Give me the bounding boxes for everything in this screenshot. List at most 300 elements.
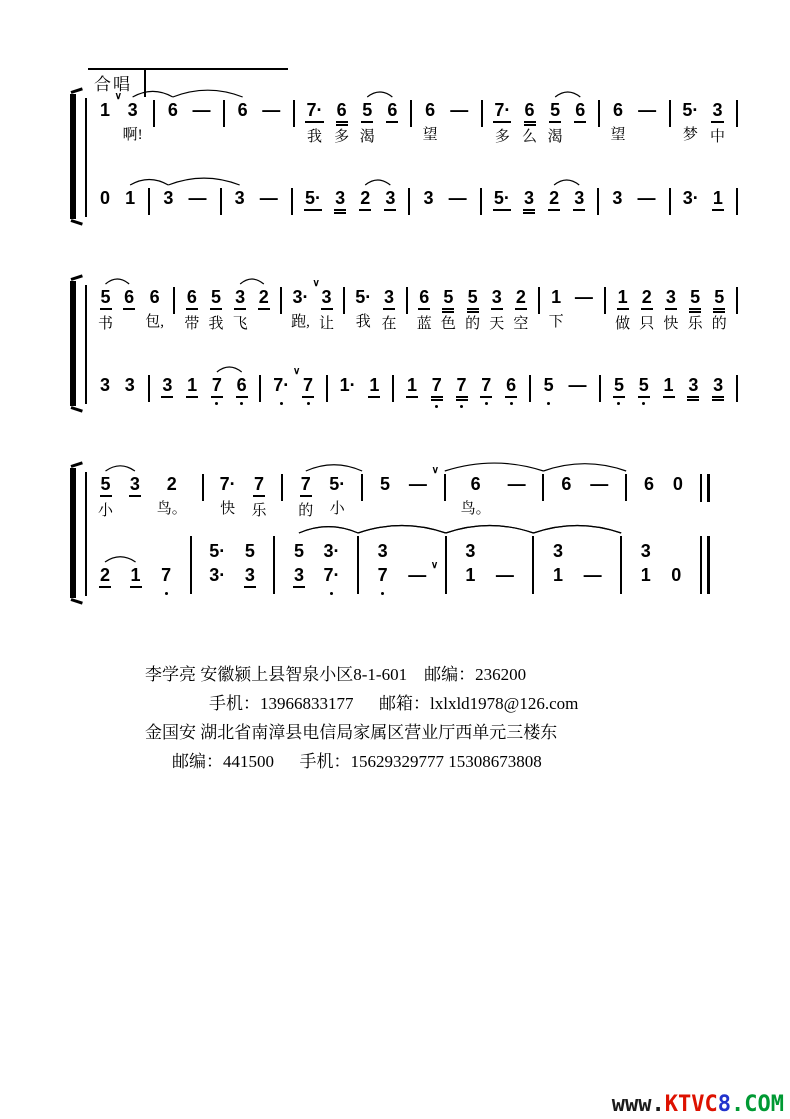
barline <box>736 100 738 127</box>
lyric: 只 <box>639 316 655 332</box>
note-digit: — <box>408 565 427 585</box>
lyric <box>582 312 586 333</box>
note-row <box>98 91 738 148</box>
voice-1 <box>98 465 760 522</box>
note-digit: 5 <box>293 541 304 561</box>
note-digit: 3 <box>234 188 245 208</box>
note-digit: 5 <box>638 375 650 398</box>
lyric: 快 <box>663 316 679 332</box>
note-cell <box>461 474 491 520</box>
barline <box>202 474 204 501</box>
slur <box>446 525 534 533</box>
barline <box>445 536 447 594</box>
octave-dot <box>435 405 438 408</box>
barline <box>625 474 627 501</box>
note-digit: 6 <box>386 100 398 123</box>
breath-mark: ∨ <box>431 465 439 476</box>
barline <box>408 188 410 215</box>
lyric: 天 <box>489 316 505 332</box>
octave-dot <box>460 405 463 408</box>
note-digit: 1 <box>663 375 675 398</box>
note-cell <box>611 100 626 146</box>
upper-note <box>640 536 652 562</box>
note-cell <box>243 536 257 588</box>
note-cell <box>323 536 341 586</box>
lyric: 鸟。 <box>460 501 491 517</box>
lyric: 渴 <box>359 129 375 145</box>
note-cell <box>479 375 493 398</box>
note-digit: 7 <box>431 375 443 398</box>
note-digit: 5 <box>379 474 390 494</box>
note-cell <box>662 375 676 398</box>
note-digit: 5 <box>210 287 222 310</box>
system-2 <box>70 278 760 402</box>
note-cell <box>639 536 653 586</box>
note-digit: 6 <box>186 287 198 310</box>
note-digit: — <box>408 474 427 494</box>
upper-note <box>411 536 423 562</box>
note-cell <box>233 287 248 335</box>
upper-note <box>377 536 389 562</box>
note-cell <box>378 474 392 520</box>
note-digit: 6 <box>574 100 586 123</box>
note-cell <box>506 474 528 520</box>
watermark-segment: KTVC <box>664 1092 718 1117</box>
lyric: 做 <box>615 316 631 332</box>
note-digit: 7 <box>211 375 223 398</box>
lyric <box>383 499 387 520</box>
note-digit: 3 <box>384 188 396 211</box>
barline <box>326 375 328 402</box>
note-row <box>98 278 738 335</box>
note-cell <box>711 375 725 398</box>
note-digit: 6 <box>123 287 135 310</box>
note-cell <box>354 287 372 333</box>
note-cell <box>669 536 683 586</box>
lyric <box>133 501 137 522</box>
breath-mark: ∨ <box>312 278 320 289</box>
note-cell <box>98 287 113 335</box>
note-digit: 3 <box>334 188 346 211</box>
note-cell <box>671 474 685 520</box>
barline <box>481 100 483 127</box>
note-digit: 5 <box>713 287 725 310</box>
note-digit: 3 <box>687 375 699 398</box>
note-digit: 6 <box>236 375 248 398</box>
barline <box>598 100 600 127</box>
system-start-barline <box>85 472 87 596</box>
contact-line: 李学亮 安徽颍上县智泉小区8-1-601 邮编：236200 <box>145 665 527 684</box>
voice-2 <box>98 366 760 402</box>
note-cell <box>292 536 306 588</box>
lyric <box>645 125 649 146</box>
barline <box>669 188 671 215</box>
contact-block <box>145 660 578 776</box>
note-cell <box>367 375 381 398</box>
lyric: 啊! <box>122 127 143 143</box>
lyric <box>416 499 420 520</box>
note-cell <box>463 536 477 586</box>
lyric: 蓝 <box>416 316 432 332</box>
note-digit: 5· <box>493 188 511 211</box>
note-digit: 3 <box>465 541 476 561</box>
barline <box>529 375 531 402</box>
note-cell <box>489 287 504 335</box>
note-cell <box>711 188 725 211</box>
note-cell <box>682 188 700 209</box>
note-digit: 3 <box>612 188 623 208</box>
note-digit: 3 <box>161 375 173 398</box>
ensemble-label: 合唱 <box>88 70 146 97</box>
note-cell <box>610 188 624 209</box>
lyric: 梦 <box>682 127 698 143</box>
slur <box>299 527 358 533</box>
note-digit: 5· <box>682 100 699 120</box>
note-digit: 1 <box>368 375 380 398</box>
note-digit: 3 <box>99 375 110 395</box>
note-digit: — <box>495 565 514 585</box>
note-cell <box>712 287 727 335</box>
note-digit: 5 <box>613 375 625 398</box>
barline <box>669 100 671 127</box>
note-cell <box>360 100 375 148</box>
barline <box>532 536 534 594</box>
octave-dot <box>510 402 513 405</box>
note-cell <box>566 375 588 396</box>
upper-note <box>208 536 226 562</box>
lyric: 渴 <box>547 129 563 145</box>
octave-dot <box>617 402 620 405</box>
lyric <box>127 314 131 335</box>
note-digit: 7· <box>493 100 511 123</box>
barline <box>220 188 222 215</box>
lyric: 么 <box>522 129 538 145</box>
note-cell <box>637 375 651 398</box>
note-digit: 6 <box>524 100 536 123</box>
note-cell <box>636 188 658 209</box>
note-cell <box>407 465 439 520</box>
note-cell <box>210 375 224 398</box>
note-cell <box>493 100 511 148</box>
note-digit: 7· <box>323 565 341 586</box>
lyric: 快 <box>220 501 236 517</box>
note-digit: 1 <box>186 375 198 398</box>
note-digit: — <box>574 287 593 307</box>
lyric <box>578 127 582 148</box>
note-cell <box>455 375 469 398</box>
system-voices <box>70 465 760 594</box>
note-cell <box>417 287 432 335</box>
lyric <box>262 314 266 335</box>
note-digit: 1 <box>553 565 564 585</box>
note-cell <box>549 287 564 333</box>
lyric: 乐 <box>687 316 703 332</box>
note-row <box>98 465 710 522</box>
note-digit: 5 <box>100 474 112 497</box>
note-cell <box>493 188 511 211</box>
lyric <box>103 125 107 146</box>
slur <box>445 463 544 471</box>
barline <box>410 100 412 127</box>
breath-mark: ∨ <box>292 366 301 377</box>
note-digit: 2 <box>548 188 560 211</box>
note-cell <box>166 100 180 146</box>
note-cell <box>448 100 470 146</box>
note-digit: 1 <box>640 565 651 585</box>
note-digit: — <box>188 188 207 208</box>
note-cell <box>513 287 528 335</box>
note-digit: 6 <box>561 474 572 494</box>
contact-line: 手机：13966833177 邮箱：lxlxld1978@126.com <box>209 694 579 713</box>
breath-mark: ∨ <box>430 560 439 571</box>
note-digit: 7· <box>219 474 236 494</box>
note-digit: 1 <box>406 375 418 398</box>
note-digit: 5 <box>689 287 701 310</box>
note-digit: 5 <box>244 541 255 561</box>
note-digit: 2 <box>166 474 177 494</box>
lyric: 我 <box>355 314 371 330</box>
note-digit: 5 <box>549 100 561 123</box>
note-digit: — <box>450 100 469 120</box>
note-digit: 7 <box>253 474 265 497</box>
note-cell <box>184 287 199 335</box>
note-cell <box>615 287 630 335</box>
note-digit: 5 <box>467 287 479 310</box>
lyric: 乐 <box>251 503 267 519</box>
score-systems <box>70 91 760 666</box>
note-cell <box>219 474 237 520</box>
lyric: 望 <box>610 127 626 143</box>
note-cell <box>582 536 604 586</box>
barline <box>444 474 446 501</box>
note-digit: 7 <box>456 375 468 398</box>
note-digit: 3 <box>711 100 723 123</box>
slur <box>543 464 626 471</box>
barline <box>223 100 225 127</box>
note-digit: 5 <box>543 375 555 396</box>
note-cell <box>542 375 556 396</box>
lyric: 飞 <box>232 316 248 332</box>
note-digit: 3 <box>293 565 305 588</box>
barline <box>392 375 394 402</box>
note-digit: 3 <box>553 541 564 561</box>
note-digit: 3 <box>573 188 585 211</box>
note-digit: 5· <box>209 541 226 561</box>
note-cell <box>236 100 250 146</box>
note-digit: 6 <box>505 375 517 398</box>
upper-note <box>552 536 564 562</box>
note-cell <box>328 474 346 520</box>
note-cell <box>559 474 573 520</box>
watermark-segment: www. <box>611 1092 665 1117</box>
watermark-segment: 8 <box>717 1092 732 1117</box>
slur <box>446 525 534 533</box>
lyric <box>390 127 394 148</box>
note-cell <box>98 91 122 146</box>
note-cell <box>334 100 349 148</box>
note-cell <box>612 375 626 398</box>
note-cell <box>260 100 282 146</box>
final-barline <box>700 536 710 594</box>
system-brace <box>70 468 76 598</box>
note-cell <box>208 536 226 586</box>
slur <box>106 466 135 471</box>
note-digit: 3 <box>244 565 256 588</box>
slur <box>365 180 390 185</box>
slur <box>306 465 362 471</box>
note-digit: — <box>637 188 656 208</box>
lyric: 的 <box>298 503 314 519</box>
note-digit: 2 <box>641 287 653 310</box>
note-digit: 3· <box>323 541 340 561</box>
note-digit: 3 <box>377 541 388 561</box>
note-digit: 3· <box>292 287 309 307</box>
note-digit: 1 <box>617 287 629 310</box>
upper-note <box>670 536 682 562</box>
note-digit: 6 <box>613 100 624 120</box>
note-digit: 1 <box>712 188 724 211</box>
note-cell <box>272 366 301 396</box>
note-digit: 3 <box>640 541 651 561</box>
barline <box>259 375 261 402</box>
note-digit: 3 <box>127 100 138 120</box>
note-cell <box>159 536 173 586</box>
note-digit: 2 <box>258 287 270 310</box>
barline <box>148 375 150 402</box>
note-digit: — <box>507 474 526 494</box>
note-cell <box>145 287 164 333</box>
note-cell <box>663 287 678 335</box>
note-cell <box>504 375 518 398</box>
lyric <box>564 499 568 520</box>
lyric: 小 <box>98 503 114 519</box>
note-cell <box>209 287 224 335</box>
slur <box>367 92 392 97</box>
note-cell <box>588 474 610 520</box>
note-digit: — <box>448 188 467 208</box>
barline <box>620 536 622 594</box>
note-digit: 3 <box>163 188 174 208</box>
note-cell <box>522 100 537 148</box>
note-digit: 6 <box>167 100 178 120</box>
lyric: 书 <box>98 316 114 332</box>
note-digit: — <box>192 100 211 120</box>
note-cell <box>305 100 323 148</box>
note-cell <box>405 375 419 398</box>
system-voices <box>70 91 760 215</box>
note-cell <box>573 287 595 333</box>
slur <box>299 527 358 533</box>
note-digit: 6 <box>149 287 160 307</box>
note-digit: 7 <box>480 375 492 398</box>
contact-line: 金国安 湖北省南漳县电信局家属区营业厅西单元三楼东 <box>145 723 558 742</box>
note-cell <box>430 375 444 398</box>
system-start-barline <box>85 98 87 217</box>
note-digit: 3· <box>209 565 226 585</box>
note-digit: 5· <box>355 287 372 307</box>
note-digit: 6 <box>644 474 655 494</box>
note-digit: 1 <box>130 565 142 588</box>
note-cell <box>235 375 249 398</box>
note-digit: 3 <box>491 287 503 310</box>
lyric: 跑, <box>291 314 310 330</box>
upper-note <box>160 536 172 562</box>
slur <box>130 179 168 185</box>
note-cell <box>160 375 174 398</box>
note-digit: 6 <box>237 100 248 120</box>
upper-note <box>587 536 599 562</box>
barline <box>406 287 408 314</box>
system-voices <box>70 278 760 402</box>
barline <box>361 474 363 501</box>
note-digit: 0 <box>99 188 110 208</box>
note-cell <box>688 287 703 335</box>
note-cell <box>547 188 561 211</box>
note-digit: 7 <box>302 375 314 398</box>
note-cell <box>304 188 322 211</box>
note-cell <box>422 188 436 209</box>
lyric: 空 <box>513 316 529 332</box>
note-digit: 0 <box>671 565 682 585</box>
lyric: 带 <box>184 316 200 332</box>
upper-note <box>464 536 476 562</box>
note-digit: — <box>259 188 278 208</box>
lyric <box>676 499 680 520</box>
note-digit: — <box>583 565 602 585</box>
note-digit: 7 <box>377 565 389 586</box>
lyric: 小 <box>329 501 345 517</box>
lyric <box>515 499 519 520</box>
note-cell <box>129 536 143 588</box>
note-digit: 7· <box>305 100 323 123</box>
system-3 <box>70 465 760 594</box>
upper-note <box>244 536 256 562</box>
barline <box>173 287 175 314</box>
octave-dot <box>240 402 243 405</box>
note-cell <box>98 188 112 209</box>
note-digit: — <box>590 474 609 494</box>
lyric <box>597 499 601 520</box>
note-digit: 6 <box>336 100 348 123</box>
voice-2 <box>98 188 760 215</box>
note-digit: 3 <box>665 287 677 310</box>
barline <box>542 474 544 501</box>
lyric: 包, <box>145 314 165 330</box>
note-cell <box>441 287 456 335</box>
note-cell <box>681 100 699 146</box>
note-cell <box>185 375 199 398</box>
note-digit: 7 <box>300 474 312 497</box>
slur <box>533 525 621 533</box>
lyric: 望 <box>422 127 438 143</box>
barline <box>280 287 282 314</box>
note-cell <box>642 474 656 520</box>
upper-note <box>130 536 142 562</box>
site-watermark[interactable] <box>612 1092 784 1117</box>
note-cell <box>551 536 565 586</box>
note-cell <box>383 188 397 211</box>
barline <box>293 100 295 127</box>
barline <box>153 100 155 127</box>
lyric <box>269 125 273 146</box>
note-digit: 3 <box>129 474 141 497</box>
lyric: 的 <box>465 316 481 332</box>
note-cell <box>123 188 137 209</box>
note-row <box>98 536 710 594</box>
barline <box>736 375 738 402</box>
note-cell <box>123 100 143 146</box>
lyric: 在 <box>381 316 397 332</box>
